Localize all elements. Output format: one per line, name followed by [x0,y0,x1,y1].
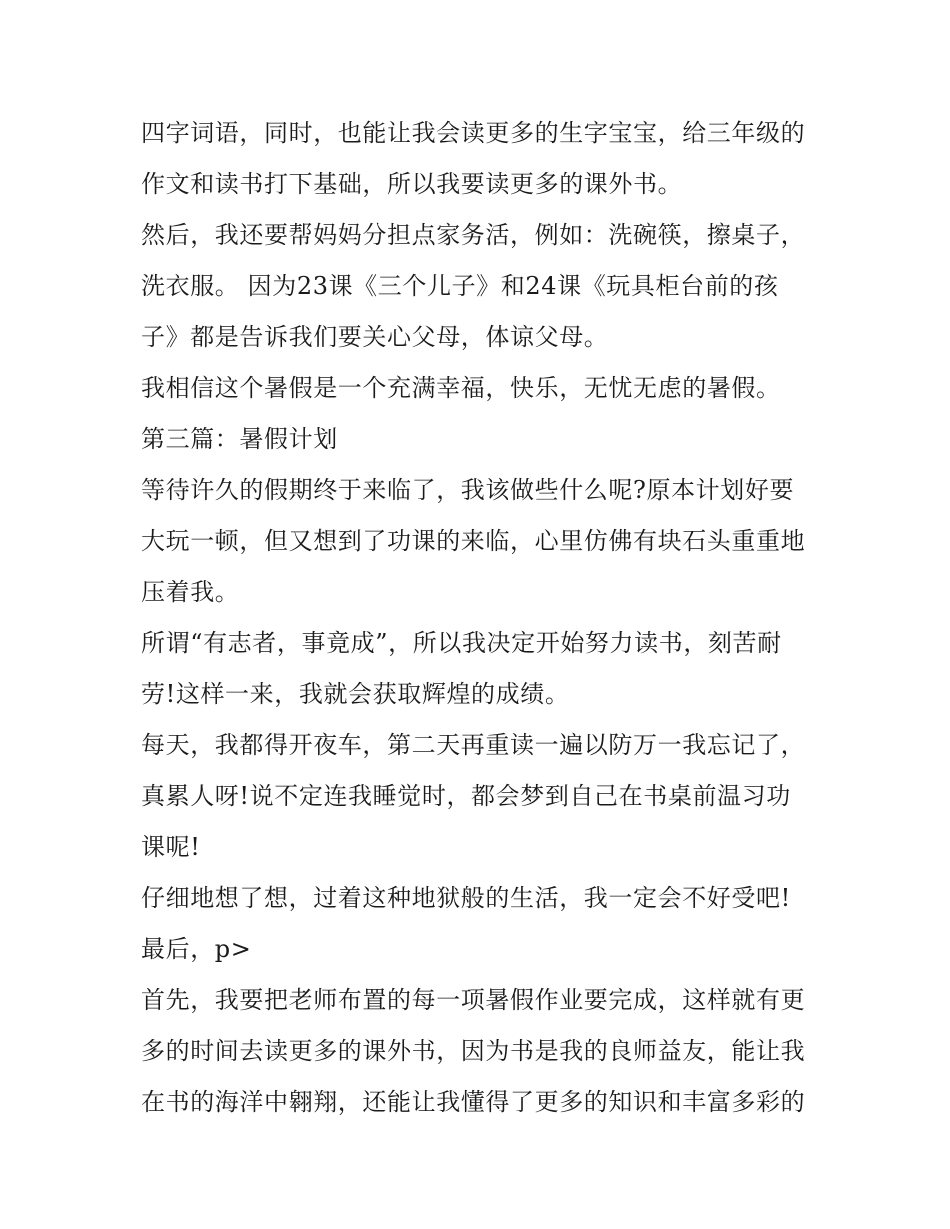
text-line: 四字词语，同时，也能让我会读更多的生字宝宝，给三年级的 [141,119,806,147]
text-line: 大玩一顿，但又想到了功课的来临，心里仿佛有块石头重重地 [141,527,806,555]
text-line: 劳!这样一来，我就会获取辉煌的成绩。 [141,680,570,708]
text-line: 最后，p> [141,935,252,963]
text-line: 在书的海洋中翱翔，还能让我懂得了更多的知识和丰富多彩的 [141,1088,806,1116]
text-line: 每天，我都得开夜车，第二天再重读一遍以防万一我忘记了， [141,731,806,759]
text-line: 作文和读书打下基础，所以我要读更多的课外书。 [141,170,683,198]
text-line: 洗衣服。 因为23课《三个儿子》和24课《玩具柜台前的孩 [141,272,779,300]
text-line: 仔细地想了想，过着这种地狱般的生活，我一定会不好受吧! [141,884,791,912]
text-line: 课呢! [141,833,201,861]
document-body [141,108,821,1128]
text-line: 真累人呀!说不定连我睡觉时，都会梦到自己在书桌前温习功 [141,782,791,810]
text-line: 多的时间去读更多的课外书，因为书是我的良师益友，能让我 [141,1037,806,1065]
text-line: 首先，我要把老师布置的每一项暑假作业要完成，这样就有更 [141,986,806,1014]
text-line: 等待许久的假期终于来临了，我该做些什么呢?原本计划好要 [141,476,795,504]
section-heading: 第三篇：暑假计划 [141,425,338,453]
text-line: 压着我。 [141,578,240,606]
text-line: 子》都是告诉我们要关心父母，体谅父母。 [141,323,609,351]
text-line: 然后，我还要帮妈妈分担点家务活，例如：洗碗筷，擦桌子， [141,221,806,249]
text-line: 所谓“有志者，事竟成”，所以我决定开始努力读书，刻苦耐 [141,629,782,657]
text-line: 我相信这个暑假是一个充满幸福，快乐，无忧无虑的暑假。 [141,374,781,402]
